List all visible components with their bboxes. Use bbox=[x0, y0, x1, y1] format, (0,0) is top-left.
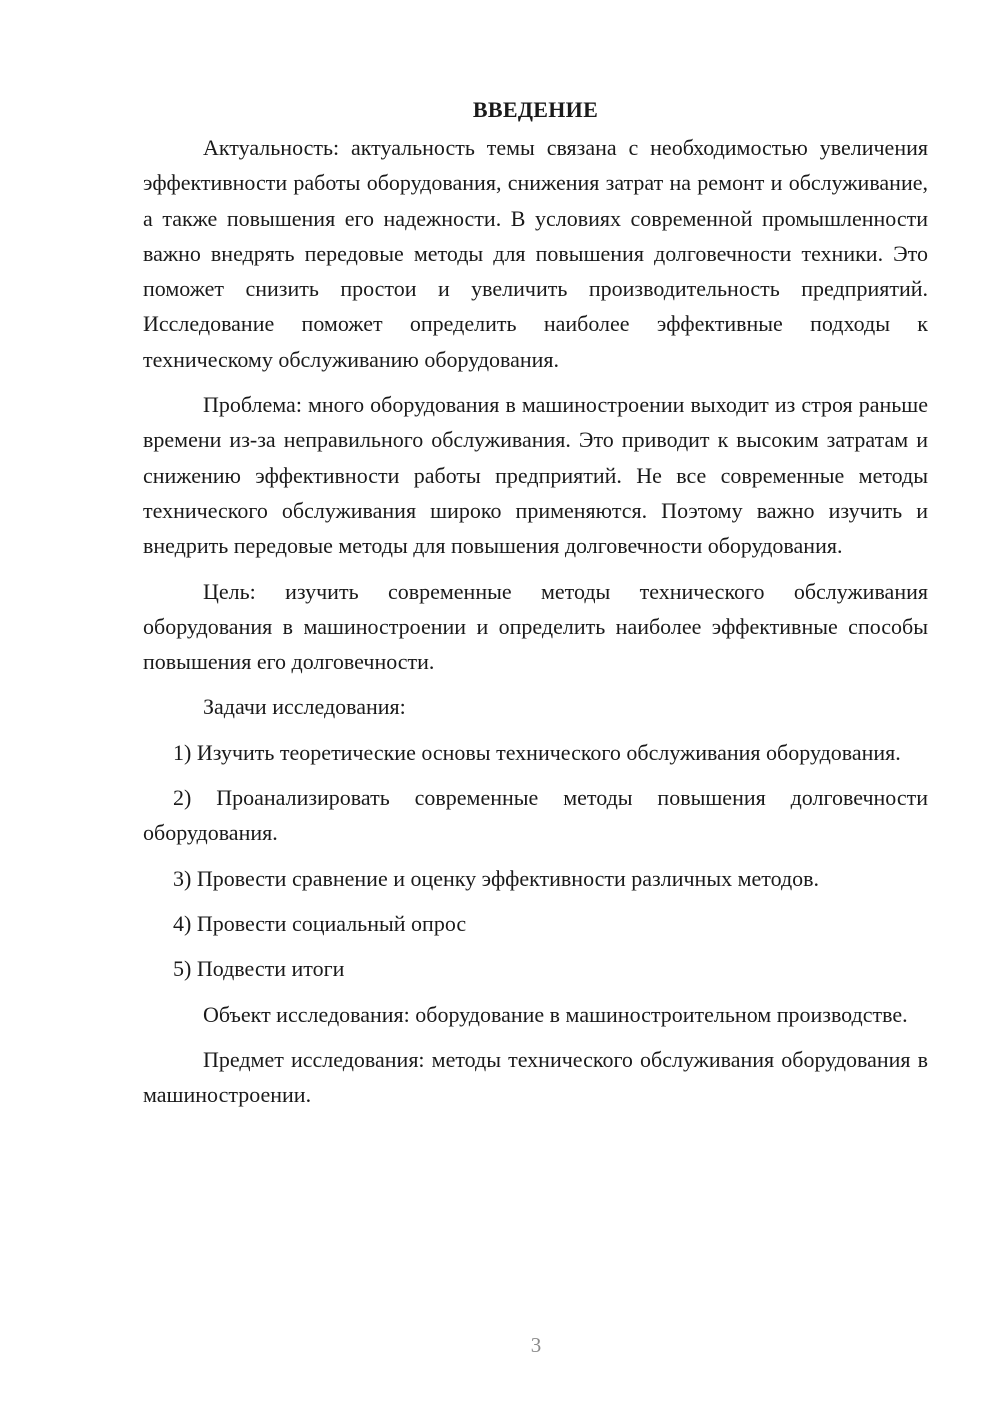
research-object-paragraph: Объект исследования: оборудование в машиностроительном производстве. bbox=[203, 1001, 908, 1027]
task-item-5: 5) Подвести итоги bbox=[173, 956, 345, 982]
document-page bbox=[143, 92, 928, 1122]
task-item-3: 3) Провести сравнение и оценку эффективности различных методов. bbox=[173, 865, 820, 891]
task-item-4: 4) Провести социальный опрос bbox=[173, 910, 467, 936]
task-item-2: 2) Проанализировать современные методы повышения долговечности оборудования. bbox=[143, 785, 928, 846]
research-subject-paragraph: Предмет исследования: методы технического обслуживания оборудования в машиностроении. bbox=[143, 1046, 928, 1108]
problem-paragraph: Проблема: много оборудования в машиностроении выходит из строя раньше времени из-за неправильного обслуживания. Это приводит к высоким затратам и снижению эффективности работы предприятий. Не все современные методы технического обслуживания широко применяются. Поэтому важно изучить и внедрить передовые методы для повышения долговечности оборудования. bbox=[143, 392, 928, 559]
page-number: 3 bbox=[530, 1333, 542, 1357]
page-title: ВВЕДЕНИЕ bbox=[472, 97, 599, 122]
task-item-1: 1) Изучить теоретические основы технического обслуживания оборудования. bbox=[173, 739, 901, 765]
tasks-heading: Задачи исследования: bbox=[203, 694, 406, 720]
goal-paragraph: Цель: изучить современные методы технического обслуживания оборудования в машиностроении и определить наиболее эффективные способы повышения его долговечности. bbox=[143, 578, 928, 675]
relevance-paragraph: Актуальность: актуальность темы связана с необходимостью увеличения эффективности работы оборудования, снижения затрат на ремонт и обслуживание, а также повышения его надежности. В условиях современной промышленности важно внедрять передовые методы для повышения долговечности техники. Это поможет снизить простои и увеличить производительность предприятий. Исследование поможет определить наиболее эффективные подходы к техническому обслуживанию оборудования. bbox=[143, 135, 928, 372]
